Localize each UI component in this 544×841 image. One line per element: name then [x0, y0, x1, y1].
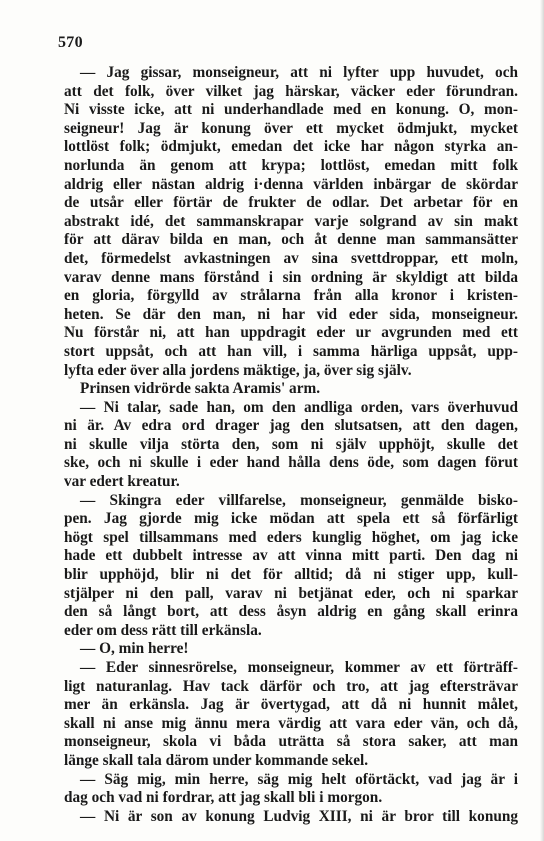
text-line: lyfta eder över alla jordens mäktige, ja, över sig själv. [64, 361, 412, 379]
text-line: skall ni anse mig ännu mera värdig att vara eder vän, och då, [64, 714, 518, 732]
text-line: — O, min herre! [80, 640, 189, 658]
text-line: det, förmedelst avkastningen av sina svettdroppar, ett moln, [64, 249, 518, 267]
text-line: — Säg mig, min herre, säg mig helt oförtäckt, vad jag är i [80, 770, 518, 788]
text-line: monseigneur, skola vi båda uträtta så stora saker, att man [64, 733, 518, 751]
text-line: den så långt bort, att dess åsyn aldrig en gång skall erinra [64, 603, 518, 621]
text-line: — Skingra eder villfarelse, monseigneur, genmälde bisko- [80, 491, 518, 509]
text-line: varav denne mans förstånd i sin ordning är skyldigt att bilda [64, 268, 518, 286]
text-line: stort uppsåt, och att han vill, i samma härliga uppsåt, upp- [64, 342, 518, 360]
text-line: blir upphöjd, blir ni det för alltid; då ni stiger upp, kull- [64, 566, 518, 584]
text-line: de utsår eller förtär de frukter de odlar. Det arbetar för en [64, 194, 518, 212]
text-line: ske, och ni skulle i eder hand hålla dens öde, som dagen förut [64, 454, 518, 472]
text-line: Nu förstår ni, att han uppdragit eder ur avgrunden med ett [64, 324, 518, 342]
text-line: heten. Se där den man, ni har vid eder sida, monseigneur. [64, 305, 518, 323]
text-line: — Jag gissar, monseigneur, att ni lyfter upp huvudet, och [80, 64, 518, 81]
text-line: lottlöst folk; ödmjukt, emedan det icke har någon styrka an- [64, 138, 518, 156]
text-line: hade ett dubbelt intresse av att vinna mitt parti. Den dag ni [64, 547, 518, 565]
text-line: mer än erkänsla. Jag är övertygad, att då ni hunnit målet, [64, 696, 518, 714]
text-line: abstrakt idé, det sammanskrapar varje solgrand av sin makt [64, 212, 518, 230]
body-text [64, 64, 518, 826]
text-line: ligt naturanlag. Hav tack därför och tro, att jag eftersträvar [64, 677, 518, 695]
page-edge-shadow [540, 0, 544, 841]
text-line: en gloria, förgylld av strålarna från alla kronor i kristen- [64, 287, 518, 305]
text-line: var edert kreatur. [64, 473, 180, 491]
text-line: norlunda än genom att krypa; lottlöst, emedan mitt folk [64, 156, 518, 174]
text-line: ni är. Av edra ord drager jag den slutsatsen, att den dagen, [64, 417, 518, 435]
text-line: Prinsen vidrörde sakta Aramis' arm. [80, 380, 321, 398]
text-line: eder om dess rätt till erkänsla. [64, 621, 262, 639]
text-line: dag och vad ni fordrar, att jag skall bli i morgon. [64, 789, 383, 807]
text-line: seigneur! Jag är konung över ett mycket ödmjukt, mycket [64, 119, 518, 137]
text-line: — Ni talar, sade han, om den andliga orden, vars överhuvud [80, 398, 518, 416]
text-line: — Eder sinnesrörelse, monseigneur, kommer av ett förträff- [80, 659, 518, 676]
text-line: för att därav bilda en man, och åt denne man sammansätter [64, 231, 518, 249]
text-line: länge skall tala därom under kommande sekel. [64, 751, 369, 769]
text-line: pen. Jag gjorde mig icke mödan att spela ett så förfärligt [64, 510, 518, 528]
text-line: att det folk, över vilket jag härskar, väcker eder förundran. [64, 82, 518, 100]
page-number: 570 [58, 34, 83, 51]
text-line: — Ni är son av konung Ludvig XIII, ni är bror till konung [80, 807, 518, 825]
text-line: Ni visste icke, att ni underhandlade med en konung. O, mon- [64, 101, 518, 119]
text-line: ni skulle vilja störta den, som ni själv upphöjt, skulle det [64, 435, 518, 453]
text-line: aldrig eller nästan aldrig i·denna världen inbärgar de skördar [64, 175, 518, 193]
text-line: stjälper ni den pall, varav ni betjänat eder, och ni sparkar [64, 584, 518, 602]
text-line: högt spel tillsammans med eders kunglig höghet, om jag icke [64, 528, 518, 546]
